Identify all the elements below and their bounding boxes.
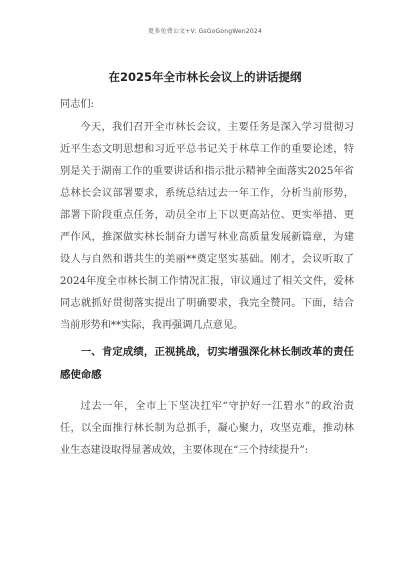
- paragraph: 过去一年，全市上下坚决扛牢“守护好一江碧水”的政治责任，以全面推行林长制为总抓手，凝心聚力，攻坚克难，推动林业生态建设取得显著成效，主要体现在“三个持续提升”:: [60, 401, 354, 456]
- greeting: 同志们:: [60, 99, 94, 110]
- document-title: 在2025年全市林长会议上的讲话提纲: [108, 70, 302, 84]
- header-note: 更多免费公文+V: GsGoGongWen2024: [148, 28, 262, 35]
- paragraph: 今天，我们召开全市林长会议，主要任务是深入学习贯彻习近平生态文明思想和习近平总书记关于林草工作的重要论述，特别是关于湖南工作的重要讲话和指示批示精神全面落实2025年省总林长会议部署要求，系统总结过去一年工作，分析当前形势，部署下阶段重点任务，动员全市上下以更高站位、更实举措、更严作风，推深做实林长制奋力谱写林业高质量发展新篇章，为建设人与自然和谐共生的美丽**奠定坚实基础。刚才，会议听取了2024年度全市林长制工作情况汇报，审议通过了相关文件，爱林同志就抓好贯彻落实提出了明确要求，我完全赞同。下面，结合当前形势和**实际，我再强调几点意见。: [60, 122, 354, 331]
- section-heading: 一、肯定成绩，正视挑战，切实增强深化林长制改革的责任感使命感: [60, 346, 354, 381]
